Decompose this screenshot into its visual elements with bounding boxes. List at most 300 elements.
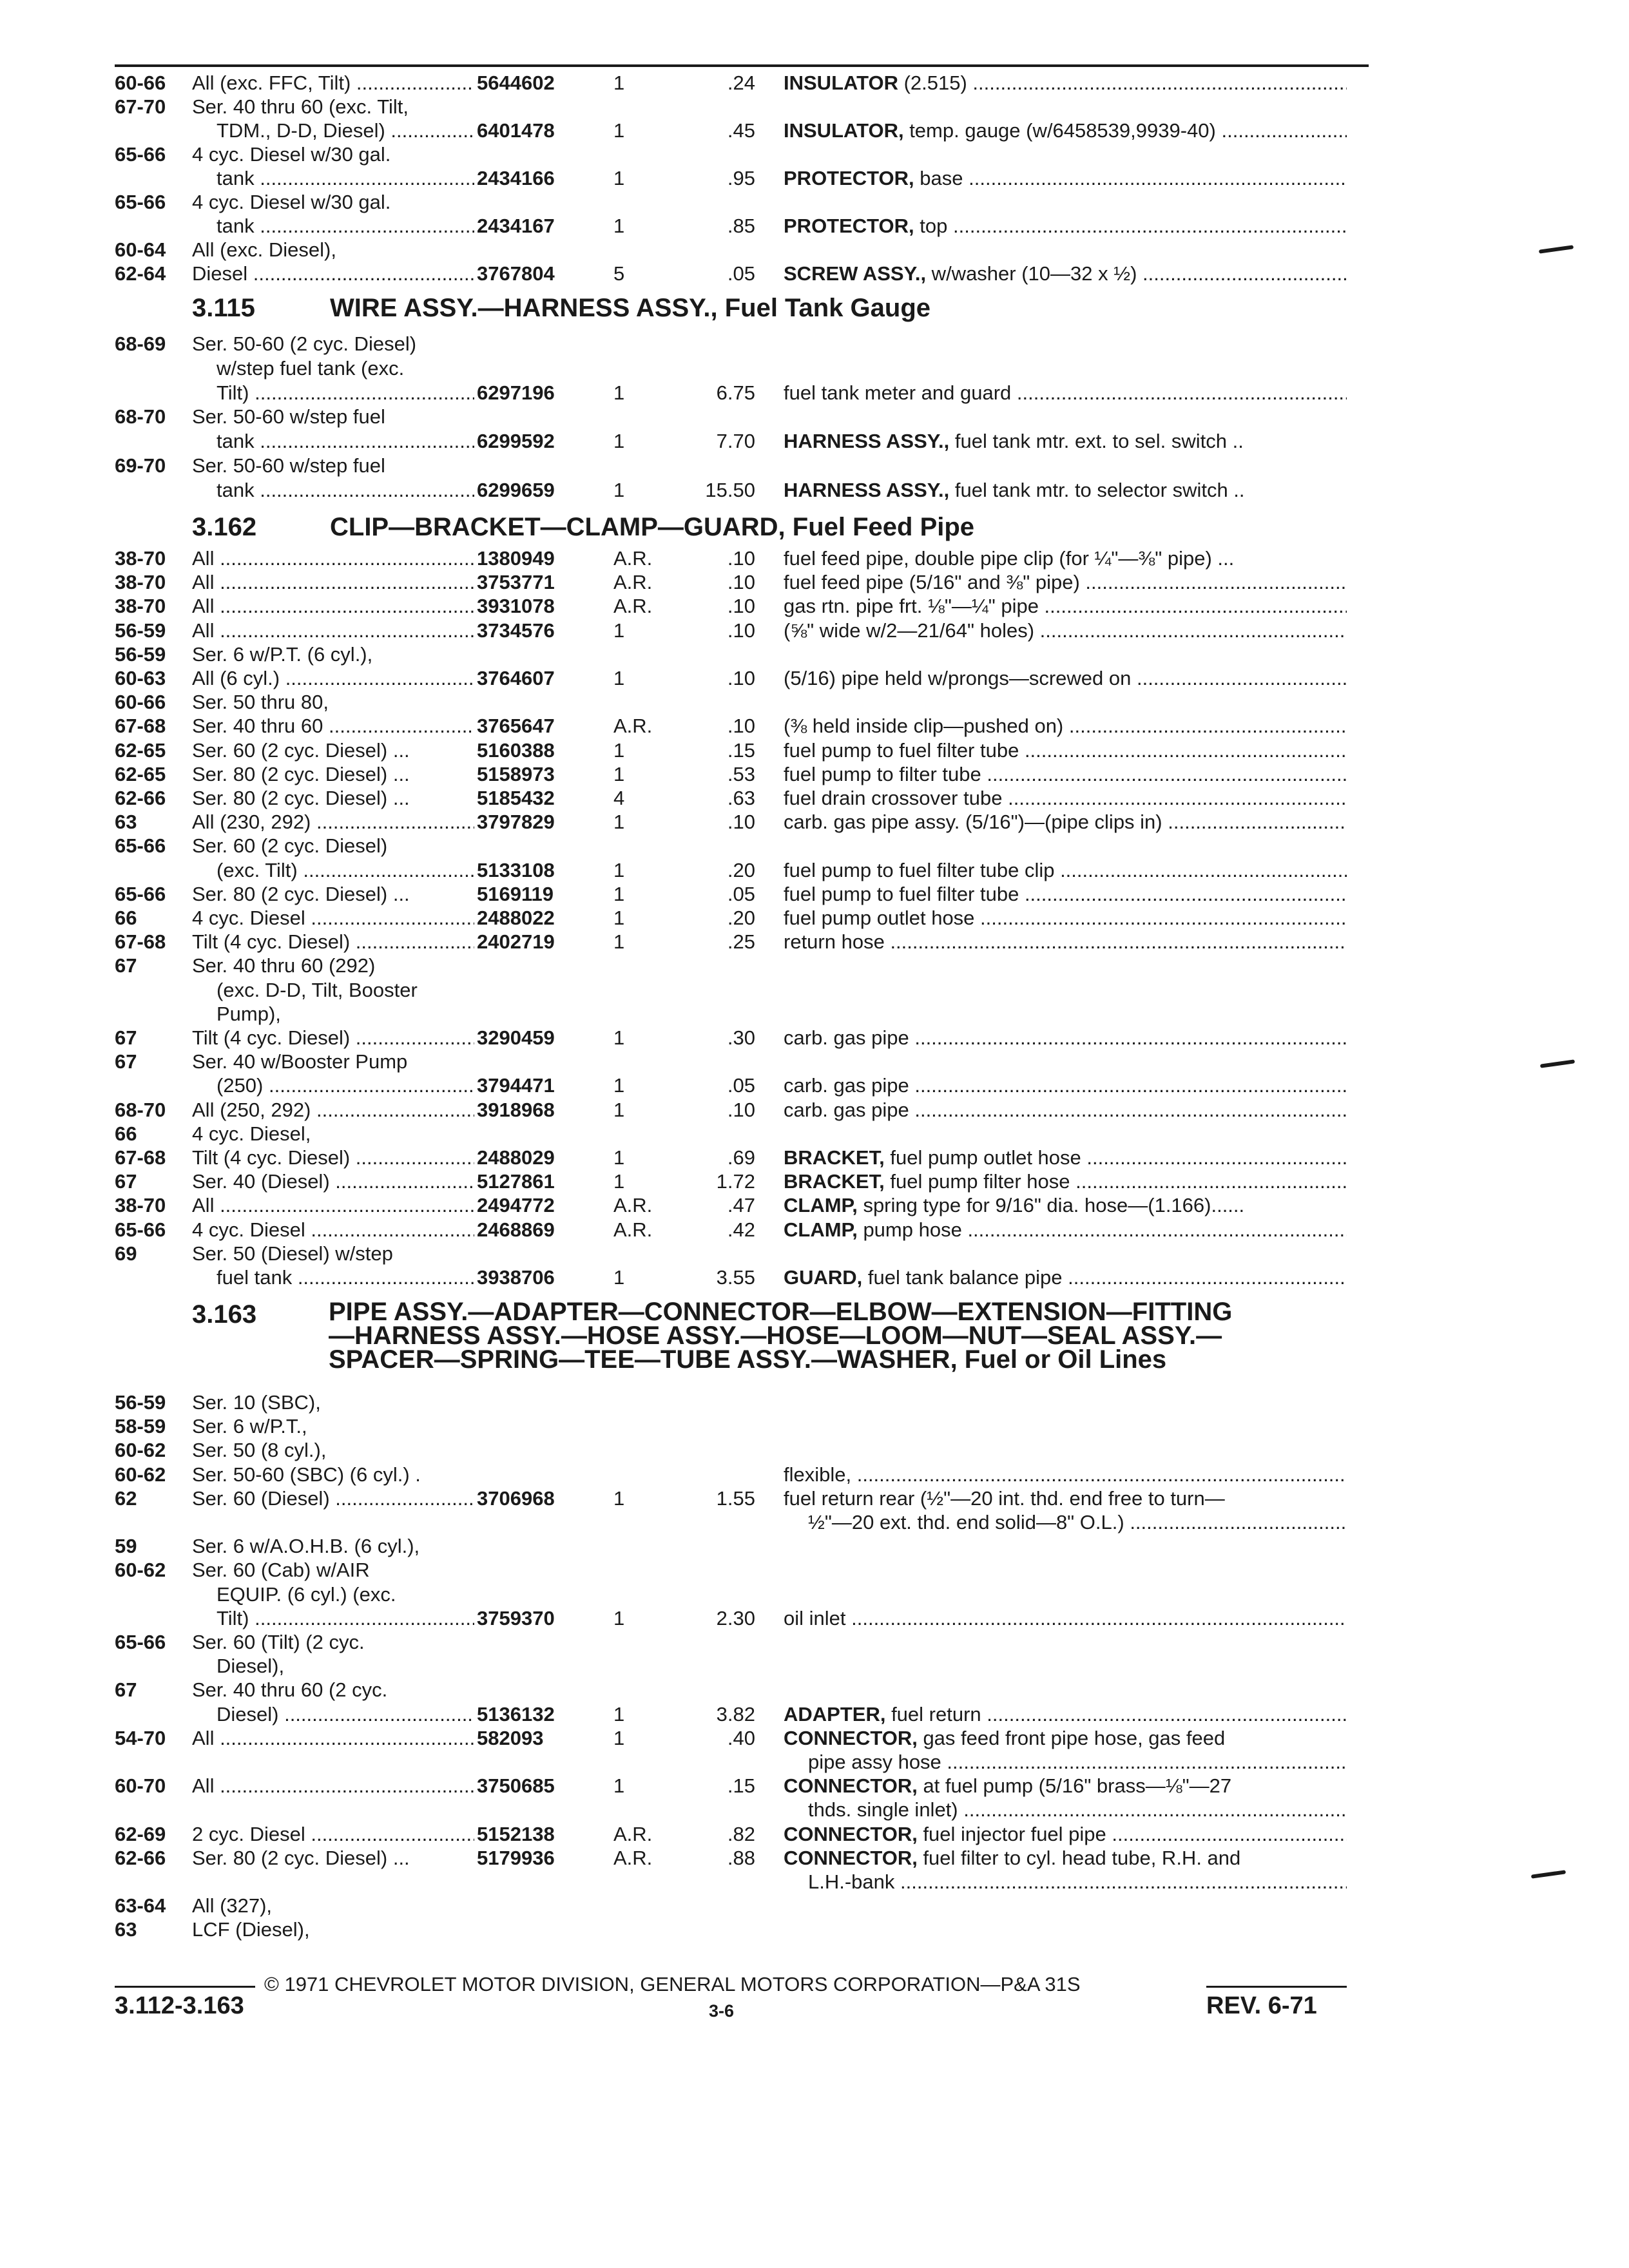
- price: .10: [727, 595, 755, 618]
- model-years: 65-66: [115, 143, 166, 166]
- application: (exc. D-D, Tilt, Booster: [217, 978, 418, 1001]
- quantity: 1: [613, 1702, 625, 1725]
- application: Ser. 6 w/P.T. (6 cyl.),: [192, 642, 373, 666]
- part-number: 5185432: [477, 787, 555, 809]
- price: .47: [727, 1194, 755, 1217]
- price: .53: [727, 762, 755, 785]
- price: .45: [727, 119, 755, 142]
- application: Ser. 60 (Tilt) (2 cyc.: [192, 1631, 365, 1653]
- part-name: CONNECTOR,: [784, 1822, 918, 1845]
- parts-row: [0, 882, 1629, 907]
- parts-row: [0, 478, 1629, 503]
- model-years: 60-62: [115, 1559, 166, 1582]
- part-number: 5158973: [477, 762, 555, 785]
- quantity: 1: [613, 907, 625, 929]
- quantity: 1: [613, 1606, 625, 1629]
- quantity: 1: [613, 478, 625, 501]
- model-years: 62-64: [115, 262, 166, 285]
- application: Tilt (4 cyc. Diesel) .....: [192, 930, 474, 954]
- application: All (exc. Diesel),: [192, 238, 336, 261]
- quantity: A.R.: [613, 595, 653, 618]
- parts-row: [0, 429, 1629, 454]
- application: Diesel .....: [192, 262, 474, 286]
- quantity: 1: [613, 930, 625, 954]
- part-number: 6401478: [477, 119, 555, 142]
- part-description: [784, 1774, 1347, 1798]
- application: tank .....: [217, 166, 474, 191]
- part-description: [784, 666, 1347, 691]
- application: TDM., D-D, Diesel) .....: [217, 119, 474, 143]
- model-years: 60-63: [115, 667, 166, 689]
- parts-row: [0, 1917, 1629, 1942]
- model-years: 38-70: [115, 571, 166, 594]
- parts-row: [0, 1510, 1629, 1535]
- part-detail: fuel drain crossover tube: [784, 787, 1003, 809]
- part-number: 3938706: [477, 1266, 555, 1289]
- application: Ser. 80 (2 cyc. Diesel) ...: [192, 787, 410, 809]
- price: .42: [727, 1218, 755, 1241]
- application: Ser. 40 (Diesel) .....: [192, 1169, 474, 1194]
- price: .69: [727, 1146, 755, 1169]
- parts-row: [0, 1193, 1629, 1218]
- part-description: [784, 1169, 1347, 1194]
- price: .24: [727, 72, 755, 94]
- quantity: 1: [613, 381, 625, 404]
- part-detail: oil inlet: [784, 1606, 846, 1629]
- part-number: 2434166: [477, 167, 555, 189]
- model-years: 60-70: [115, 1774, 166, 1798]
- part-name: SCREW ASSY.,: [784, 262, 927, 285]
- application: Tilt (4 cyc. Diesel) .....: [192, 1146, 474, 1170]
- parts-row: [0, 1606, 1629, 1631]
- application: (250) .....: [217, 1073, 474, 1098]
- application: Tilt) .....: [217, 1606, 474, 1631]
- application: Ser. 50-60 w/step fuel: [192, 405, 385, 428]
- part-name: PROTECTOR,: [784, 215, 914, 237]
- application: All .....: [192, 619, 474, 643]
- price: 3.55: [716, 1266, 755, 1289]
- part-number: 3750685: [477, 1774, 555, 1798]
- parts-row: [0, 738, 1629, 763]
- model-years: 63-64: [115, 1894, 166, 1917]
- parts-row: [0, 858, 1629, 883]
- application: All .....: [192, 594, 474, 619]
- footer-revision: REV. 6-71: [1206, 1992, 1317, 2019]
- part-detail: (⅝" wide w/2—21/64" holes): [784, 619, 1035, 642]
- part-description: [784, 1026, 1347, 1050]
- part-number: 2488029: [477, 1146, 555, 1169]
- price: .15: [727, 738, 755, 762]
- application: Ser. 10 (SBC),: [192, 1391, 321, 1414]
- part-description: [784, 381, 1347, 405]
- part-description: [784, 619, 1347, 643]
- footer-section-range: 3.112-3.163: [115, 1992, 244, 2019]
- quantity: 4: [613, 787, 625, 809]
- quantity: 1: [613, 738, 625, 762]
- model-years: 38-70: [115, 1194, 166, 1217]
- price: .85: [727, 215, 755, 237]
- parts-row: [0, 405, 1629, 429]
- parts-row: [0, 1798, 1629, 1822]
- parts-row: [0, 71, 1629, 95]
- parts-row: [0, 1822, 1629, 1847]
- application: Diesel) .....: [217, 1702, 474, 1727]
- model-years: 67: [115, 1678, 137, 1702]
- part-description: [784, 478, 1347, 503]
- parts-row: [0, 1726, 1629, 1751]
- part-name: CLAMP,: [784, 1194, 858, 1217]
- model-years: 63: [115, 1918, 137, 1941]
- part-name: BRACKET,: [784, 1146, 885, 1169]
- parts-row: [0, 262, 1629, 286]
- part-number: 6299659: [477, 478, 555, 501]
- parts-row: [0, 1050, 1629, 1074]
- model-years: 54-70: [115, 1726, 166, 1749]
- part-detail: base: [914, 167, 963, 189]
- parts-row: [0, 1654, 1629, 1678]
- part-description: [784, 906, 1347, 930]
- price: 1.72: [716, 1170, 755, 1193]
- parts-row: [0, 1534, 1629, 1559]
- parts-row: [0, 594, 1629, 619]
- application: Ser. 80 (2 cyc. Diesel) ...: [192, 882, 410, 905]
- model-years: 63: [115, 811, 137, 834]
- application: All (250, 292) .....: [192, 1098, 474, 1122]
- model-years: 65-66: [115, 191, 166, 213]
- part-detail: fuel injector fuel pipe: [917, 1822, 1106, 1845]
- parts-row: [0, 214, 1629, 238]
- quantity: 1: [613, 1170, 625, 1193]
- part-detail: fuel tank mtr. to selector switch ..: [949, 478, 1245, 501]
- part-detail: (5/16) pipe held w/prongs—screwed on: [784, 667, 1132, 689]
- part-description: [784, 429, 1347, 454]
- quantity: A.R.: [613, 1822, 653, 1845]
- parts-row: [0, 332, 1629, 356]
- model-years: 67-70: [115, 95, 166, 118]
- part-description: [784, 1193, 1347, 1218]
- part-description: [784, 882, 1347, 907]
- model-years: 62-66: [115, 1846, 166, 1869]
- section-number: 3.115: [192, 294, 255, 322]
- part-name: PROTECTOR,: [784, 167, 914, 189]
- application: Ser. 80 (2 cyc. Diesel) ...: [192, 762, 410, 785]
- parts-row: [0, 1438, 1629, 1463]
- part-detail: fuel feed pipe (5/16" and ⅜" pipe): [784, 571, 1080, 594]
- parts-row: [0, 1169, 1629, 1194]
- model-years: 65-66: [115, 834, 166, 858]
- parts-row: [0, 810, 1629, 834]
- part-detail: temp. gauge (w/6458539,9939-40): [903, 119, 1216, 142]
- part-description: [784, 1146, 1347, 1170]
- application: Ser. 60 (2 cyc. Diesel) ...: [192, 738, 410, 762]
- application: All (6 cyl.) .....: [192, 666, 474, 691]
- part-detail: fuel tank mtr. ext. to sel. switch ..: [949, 430, 1244, 453]
- part-number: 1380949: [477, 547, 555, 570]
- quantity: 1: [613, 1098, 625, 1121]
- model-years: 66: [115, 1122, 137, 1145]
- model-years: 62-69: [115, 1822, 166, 1845]
- parts-row: [0, 381, 1629, 405]
- parts-row: [0, 714, 1629, 738]
- application: 4 cyc. Diesel w/30 gal.: [192, 191, 391, 213]
- model-years: 56-59: [115, 642, 166, 666]
- part-detail: return hose: [784, 930, 885, 954]
- model-years: 69: [115, 1242, 137, 1265]
- part-description: [784, 762, 1347, 787]
- part-name: HARNESS ASSY.,: [784, 478, 950, 501]
- parts-row: [0, 1414, 1629, 1439]
- price: 7.70: [716, 430, 755, 453]
- parts-row: [0, 619, 1629, 643]
- quantity: 1: [613, 667, 625, 689]
- model-years: 56-59: [115, 619, 166, 642]
- footer-rule-left: [115, 1986, 255, 1988]
- part-name: ADAPTER,: [784, 1702, 886, 1725]
- part-detail: (⅜ held inside clip—pushed on): [784, 715, 1064, 738]
- part-name: CONNECTOR,: [784, 1774, 918, 1798]
- part-detail: fuel filter to cyl. head tube, R.H. and: [917, 1846, 1241, 1869]
- application: All (exc. FFC, Tilt) .....: [192, 71, 474, 95]
- parts-row: [0, 1002, 1629, 1026]
- price: .10: [727, 667, 755, 689]
- part-description: [784, 1463, 1347, 1487]
- part-detail: L.H.-bank: [808, 1870, 895, 1893]
- part-detail: fuel pump to fuel filter tube clip: [784, 858, 1055, 881]
- application: Ser. 80 (2 cyc. Diesel) ...: [192, 1846, 410, 1869]
- parts-row: [0, 906, 1629, 930]
- price: 3.82: [716, 1702, 755, 1725]
- part-description: [808, 1870, 1347, 1894]
- parts-row: [0, 786, 1629, 811]
- model-years: 69-70: [115, 454, 166, 477]
- quantity: 1: [613, 167, 625, 189]
- application: Ser. 6 w/P.T.,: [192, 1415, 307, 1438]
- model-years: 67-68: [115, 715, 166, 738]
- application: Ser. 60 (Cab) w/AIR: [192, 1559, 370, 1582]
- parts-row: [0, 834, 1629, 858]
- application: Ser. 50-60 w/step fuel: [192, 454, 385, 477]
- parts-row: [0, 1846, 1629, 1870]
- parts-row: [0, 546, 1629, 571]
- part-name: CONNECTOR,: [784, 1846, 918, 1869]
- part-number: 3794471: [477, 1074, 555, 1097]
- quantity: 1: [613, 1774, 625, 1798]
- application: 4 cyc. Diesel .....: [192, 1218, 474, 1242]
- parts-row: [0, 1750, 1629, 1774]
- quantity: A.R.: [613, 1218, 653, 1241]
- application: Ser. 6 w/A.O.H.B. (6 cyl.),: [192, 1535, 420, 1558]
- parts-row: [0, 454, 1629, 478]
- part-detail: fuel return rear (½"—20 int. thd. end free to turn—: [784, 1486, 1225, 1510]
- price: .40: [727, 1726, 755, 1749]
- quantity: 5: [613, 262, 625, 285]
- application: Ser. 40 w/Booster Pump: [192, 1050, 408, 1073]
- part-name: INSULATOR,: [784, 119, 904, 142]
- quantity: 1: [613, 1726, 625, 1749]
- part-number: 2434167: [477, 215, 555, 237]
- quantity: 1: [613, 811, 625, 834]
- part-detail: fuel pump to fuel filter tube: [784, 882, 1019, 905]
- part-detail: carb. gas pipe assy. (5/16")—(pipe clips in): [784, 811, 1162, 834]
- part-detail: fuel pump outlet hose: [884, 1146, 1081, 1169]
- part-number: 5644602: [477, 72, 555, 94]
- application: tank .....: [217, 478, 474, 503]
- parts-row: [0, 1630, 1629, 1655]
- price: .05: [727, 262, 755, 285]
- application: fuel tank .....: [217, 1265, 474, 1290]
- part-number: 3931078: [477, 595, 555, 618]
- part-description: [784, 262, 1347, 286]
- price: .82: [727, 1822, 755, 1845]
- part-number: 5160388: [477, 738, 555, 762]
- part-description: [784, 1822, 1347, 1847]
- section-title-line-2: —HARNESS ASSY.—HOSE ASSY.—HOSE—LOOM—NUT—SEAL ASSY.—: [329, 1321, 1222, 1350]
- quantity: 1: [613, 430, 625, 453]
- parts-row: [0, 1242, 1629, 1266]
- footer-rule-right: [1206, 1986, 1347, 1988]
- part-number: 5127861: [477, 1170, 555, 1193]
- application: Diesel),: [217, 1655, 285, 1678]
- part-name: HARNESS ASSY.,: [784, 430, 950, 453]
- model-years: 60-64: [115, 238, 166, 261]
- price: .10: [727, 571, 755, 594]
- section-number: 3.162: [192, 513, 257, 541]
- application: LCF (Diesel),: [192, 1918, 310, 1941]
- part-detail: flexible,: [784, 1463, 852, 1486]
- part-detail: pump hose: [857, 1218, 962, 1241]
- part-description: [784, 594, 1347, 619]
- part-description: [784, 1846, 1347, 1870]
- parts-row: [0, 978, 1629, 1003]
- quantity: A.R.: [613, 1846, 653, 1869]
- part-number: 6299592: [477, 430, 555, 453]
- model-years: 60-62: [115, 1439, 166, 1462]
- part-description: [784, 1073, 1347, 1098]
- application: Ser. 50 thru 80,: [192, 691, 329, 714]
- model-years: 59: [115, 1535, 137, 1558]
- parts-row: [0, 1678, 1629, 1702]
- part-name: CLAMP,: [784, 1218, 858, 1241]
- footer-copyright: © 1971 CHEVROLET MOTOR DIVISION, GENERAL MOTORS CORPORATION—P&A 31S: [264, 1973, 1081, 1995]
- part-detail: fuel tank balance pipe: [862, 1266, 1063, 1289]
- part-number: 6297196: [477, 381, 555, 404]
- part-number: 5179936: [477, 1846, 555, 1869]
- parts-row: [0, 142, 1629, 167]
- model-years: 65-66: [115, 882, 166, 905]
- price: 2.30: [716, 1606, 755, 1629]
- part-number: 3734576: [477, 619, 555, 642]
- parts-row: [0, 166, 1629, 191]
- parts-row: [0, 95, 1629, 119]
- part-number: 3797829: [477, 811, 555, 834]
- application: All .....: [192, 1193, 474, 1218]
- parts-row: [0, 1463, 1629, 1487]
- part-number: 3706968: [477, 1486, 555, 1510]
- price: .88: [727, 1846, 755, 1869]
- parts-row: [0, 190, 1629, 215]
- part-description: [784, 166, 1347, 191]
- application: Tilt (4 cyc. Diesel) .....: [192, 1026, 474, 1050]
- model-years: 67: [115, 1170, 137, 1193]
- model-years: 38-70: [115, 595, 166, 618]
- section-title: WIRE ASSY.—HARNESS ASSY., Fuel Tank Gauge: [330, 294, 931, 322]
- part-description: [808, 1798, 1347, 1822]
- part-detail: top: [914, 215, 948, 237]
- application: 4 cyc. Diesel w/30 gal.: [192, 143, 391, 166]
- part-description: [784, 1486, 1347, 1511]
- model-years: 62: [115, 1486, 137, 1510]
- parts-row: [0, 954, 1629, 978]
- parts-row: [0, 690, 1629, 715]
- part-description: [784, 810, 1347, 834]
- part-number: 2494772: [477, 1194, 555, 1217]
- part-number: 5152138: [477, 1822, 555, 1845]
- application: 4 cyc. Diesel,: [192, 1122, 311, 1145]
- parts-row: [0, 642, 1629, 667]
- section-number: 3.163: [192, 1300, 257, 1329]
- part-number: 3765647: [477, 715, 555, 738]
- part-description: [784, 570, 1347, 595]
- parts-row: [0, 1122, 1629, 1146]
- price: .15: [727, 1774, 755, 1798]
- application: All .....: [192, 546, 474, 571]
- model-years: 60-62: [115, 1463, 166, 1486]
- part-name: BRACKET,: [784, 1170, 885, 1193]
- application: Ser. 40 thru 60 (exc. Tilt,: [192, 95, 409, 118]
- price: 6.75: [716, 381, 755, 404]
- parts-row: [0, 1265, 1629, 1290]
- quantity: 1: [613, 762, 625, 785]
- model-years: 60-66: [115, 691, 166, 714]
- quantity: 1: [613, 1266, 625, 1289]
- part-detail: carb. gas pipe: [784, 1026, 909, 1049]
- part-description: [784, 786, 1347, 811]
- price: .30: [727, 1026, 755, 1049]
- part-detail: carb. gas pipe: [784, 1074, 909, 1097]
- price: .10: [727, 619, 755, 642]
- application: Ser. 60 (Diesel) .....: [192, 1486, 474, 1511]
- application: tank .....: [217, 214, 474, 238]
- part-detail: gas feed front pipe hose, gas feed: [917, 1726, 1226, 1749]
- footer-page-number: 3-6: [709, 2001, 735, 2021]
- part-detail: fuel pump filter hose: [884, 1170, 1070, 1193]
- application: Ser. 40 thru 60 (2 cyc.: [192, 1678, 388, 1702]
- parts-row: [0, 762, 1629, 787]
- model-years: 67: [115, 1026, 137, 1049]
- part-description: [784, 1098, 1347, 1122]
- parts-row: [0, 1870, 1629, 1894]
- model-years: 56-59: [115, 1391, 166, 1414]
- part-detail: fuel pump to fuel filter tube: [784, 738, 1019, 762]
- parts-row: [0, 1558, 1629, 1582]
- application: EQUIP. (6 cyl.) (exc.: [217, 1582, 396, 1606]
- quantity: 1: [613, 1026, 625, 1049]
- model-years: 60-66: [115, 72, 166, 94]
- parts-row: [0, 930, 1629, 954]
- application: 4 cyc. Diesel .....: [192, 906, 474, 930]
- part-name: INSULATOR: [784, 72, 898, 94]
- model-years: 67-68: [115, 930, 166, 954]
- part-description: [784, 1702, 1347, 1727]
- application: Tilt) .....: [217, 381, 474, 405]
- parts-row: [0, 1026, 1629, 1050]
- quantity: 1: [613, 215, 625, 237]
- part-number: 2468869: [477, 1218, 555, 1241]
- quantity: A.R.: [613, 547, 653, 570]
- part-detail: fuel feed pipe, double pipe clip (for ¼"—⅜" pipe) ...: [784, 547, 1235, 570]
- part-description: [784, 546, 1347, 571]
- price: .25: [727, 930, 755, 954]
